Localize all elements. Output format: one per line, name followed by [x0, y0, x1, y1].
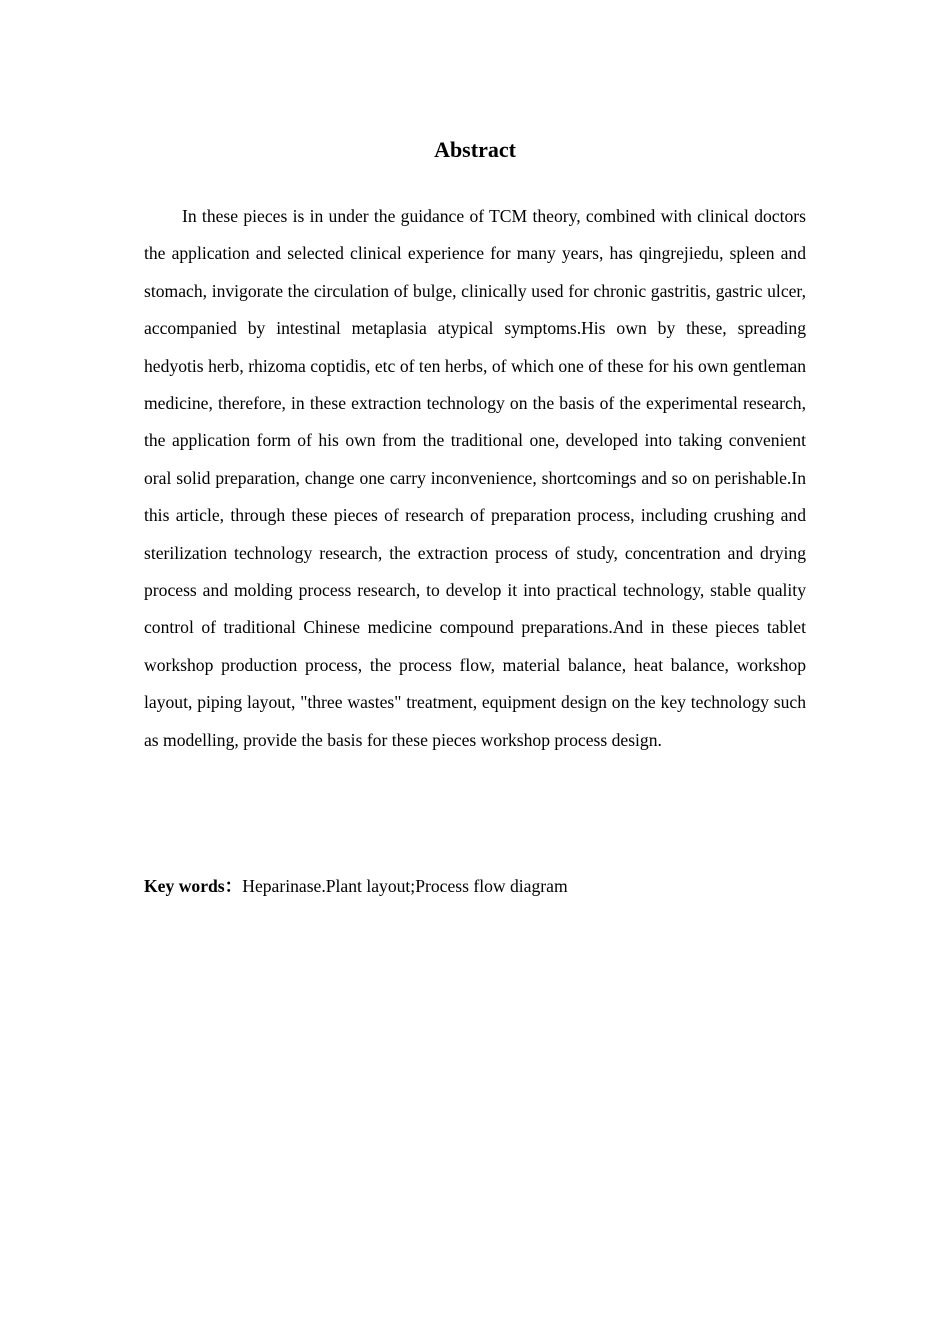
- keywords-line: [144, 872, 806, 900]
- abstract-paragraph: In these pieces is in under the guidance of TCM theory, combined with clinical doctors the application and selected clinical experience for many years, has qingrejiedu, spleen and stomach, invigorate the circulation of bulge, clinically used for chronic gastritis, gastric ulcer, accompanied by intestinal metaplasia atypical symptoms.His own by these, spreading hedyotis herb, rhizoma coptidis, etc of ten herbs, of which one of these for his own gentleman medicine, therefore, in these extraction technology on the basis of the experimental research, the application form of his own from the traditional one, developed into taking convenient oral solid preparation, change one carry inconvenience, shortcomings and so on perishable.In this article, through these pieces of research of preparation process, including crushing and sterilization technology research, the extraction process of study, concentration and drying process and molding process research, to develop it into practical technology, stable quality control of traditional Chinese medicine compound preparations.And in these pieces tablet workshop production process, the process flow, material balance, heat balance, workshop layout, piping layout, "three wastes" treatment, equipment design on the key technology such as modelling, provide the basis for these pieces workshop process design.: [144, 206, 806, 750]
- keywords-label: Key words：: [144, 876, 243, 896]
- page-title: Abstract: [434, 137, 516, 162]
- keywords-value: Heparinase.Plant layout;Process flow diagram: [242, 876, 568, 896]
